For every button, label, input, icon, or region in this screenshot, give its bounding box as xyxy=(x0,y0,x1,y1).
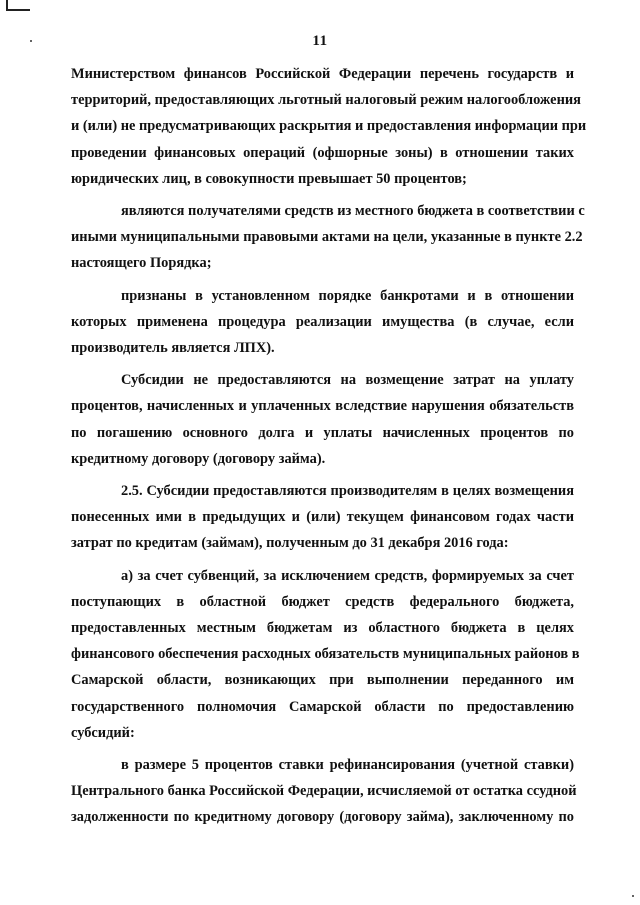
text-line: Самарской области, возникающих при выполнении переданного им xyxy=(71,672,574,689)
paragraph xyxy=(71,563,580,746)
text-line: Субсидии не предоставляются на возмещение затрат на уплату xyxy=(121,372,574,389)
text-line: настоящего Порядка; xyxy=(71,255,212,272)
text-line: предоставленных местным бюджетам из областного бюджета в целях xyxy=(71,620,574,637)
text-line: Центрального банка Российской Федерации, исчисляемой от остатка ссудной xyxy=(71,783,577,800)
text-line: процентов, начисленных и уплаченных вследствие нарушения обязательств xyxy=(71,398,574,415)
text-line: государственного полномочия Самарской области по предоставлению xyxy=(71,698,574,715)
text-line: Министерством финансов Российской Федерации перечень государств и xyxy=(71,66,574,82)
paragraph xyxy=(71,198,585,277)
text-line: территорий, предоставляющих льготный налоговый режим налогообложения xyxy=(71,92,581,109)
text-line: понесенных ими в предыдущих и (или) текущем финансовом годах части xyxy=(71,509,574,526)
text-line: иными муниципальными правовыми актами на цели, указанные в пункте 2.2 xyxy=(71,229,583,246)
text-line: в размере 5 процентов ставки рефинансирования (учетной ставки) xyxy=(121,757,574,774)
text-line: финансового обеспечения расходных обязательств муниципальных районов в xyxy=(71,646,580,663)
text-line: кредитному договору (договору займа). xyxy=(71,450,326,467)
text-line: задолженности по кредитному договору (договору займа), заключенному по xyxy=(71,809,574,826)
paragraph xyxy=(71,752,577,831)
text-line: 2.5. Субсидии предоставляются производителям в целях возмещения xyxy=(121,483,574,500)
paragraph xyxy=(71,367,574,472)
text-line: и (или) не предусматривающих раскрытия и предоставления информации при xyxy=(71,118,587,135)
text-line: по погашению основного долга и уплаты начисленных процентов по xyxy=(71,424,574,441)
scan-speck xyxy=(632,895,634,897)
paragraph xyxy=(71,478,574,557)
paragraph xyxy=(71,61,587,192)
text-line: являются получателями средств из местного бюджета в соответствии с xyxy=(121,203,585,220)
text-line: проведении финансовых операций (офшорные зоны) в отношении таких xyxy=(71,144,574,161)
page-number: 11 xyxy=(312,33,328,49)
document-body xyxy=(71,61,587,831)
text-line: затрат по кредитам (займам), полученным до 31 декабря 2016 года: xyxy=(71,535,509,552)
scan-corner-mark xyxy=(6,0,30,11)
text-line: поступающих в областной бюджет средств федерального бюджета, xyxy=(71,593,574,610)
text-line: а) за счет субвенций, за исключением средств, формируемых за счет xyxy=(121,567,574,584)
text-line: признаны в установленном порядке банкротами и в отношении xyxy=(121,287,574,304)
paragraph xyxy=(71,283,574,362)
text-line: юридических лиц, в совокупности превышает 50 процентов; xyxy=(71,170,467,187)
text-line: которых применена процедура реализации имущества (в случае, если xyxy=(71,313,574,330)
text-line: производитель является ЛПХ). xyxy=(71,340,275,357)
text-line: субсидий: xyxy=(71,724,135,741)
